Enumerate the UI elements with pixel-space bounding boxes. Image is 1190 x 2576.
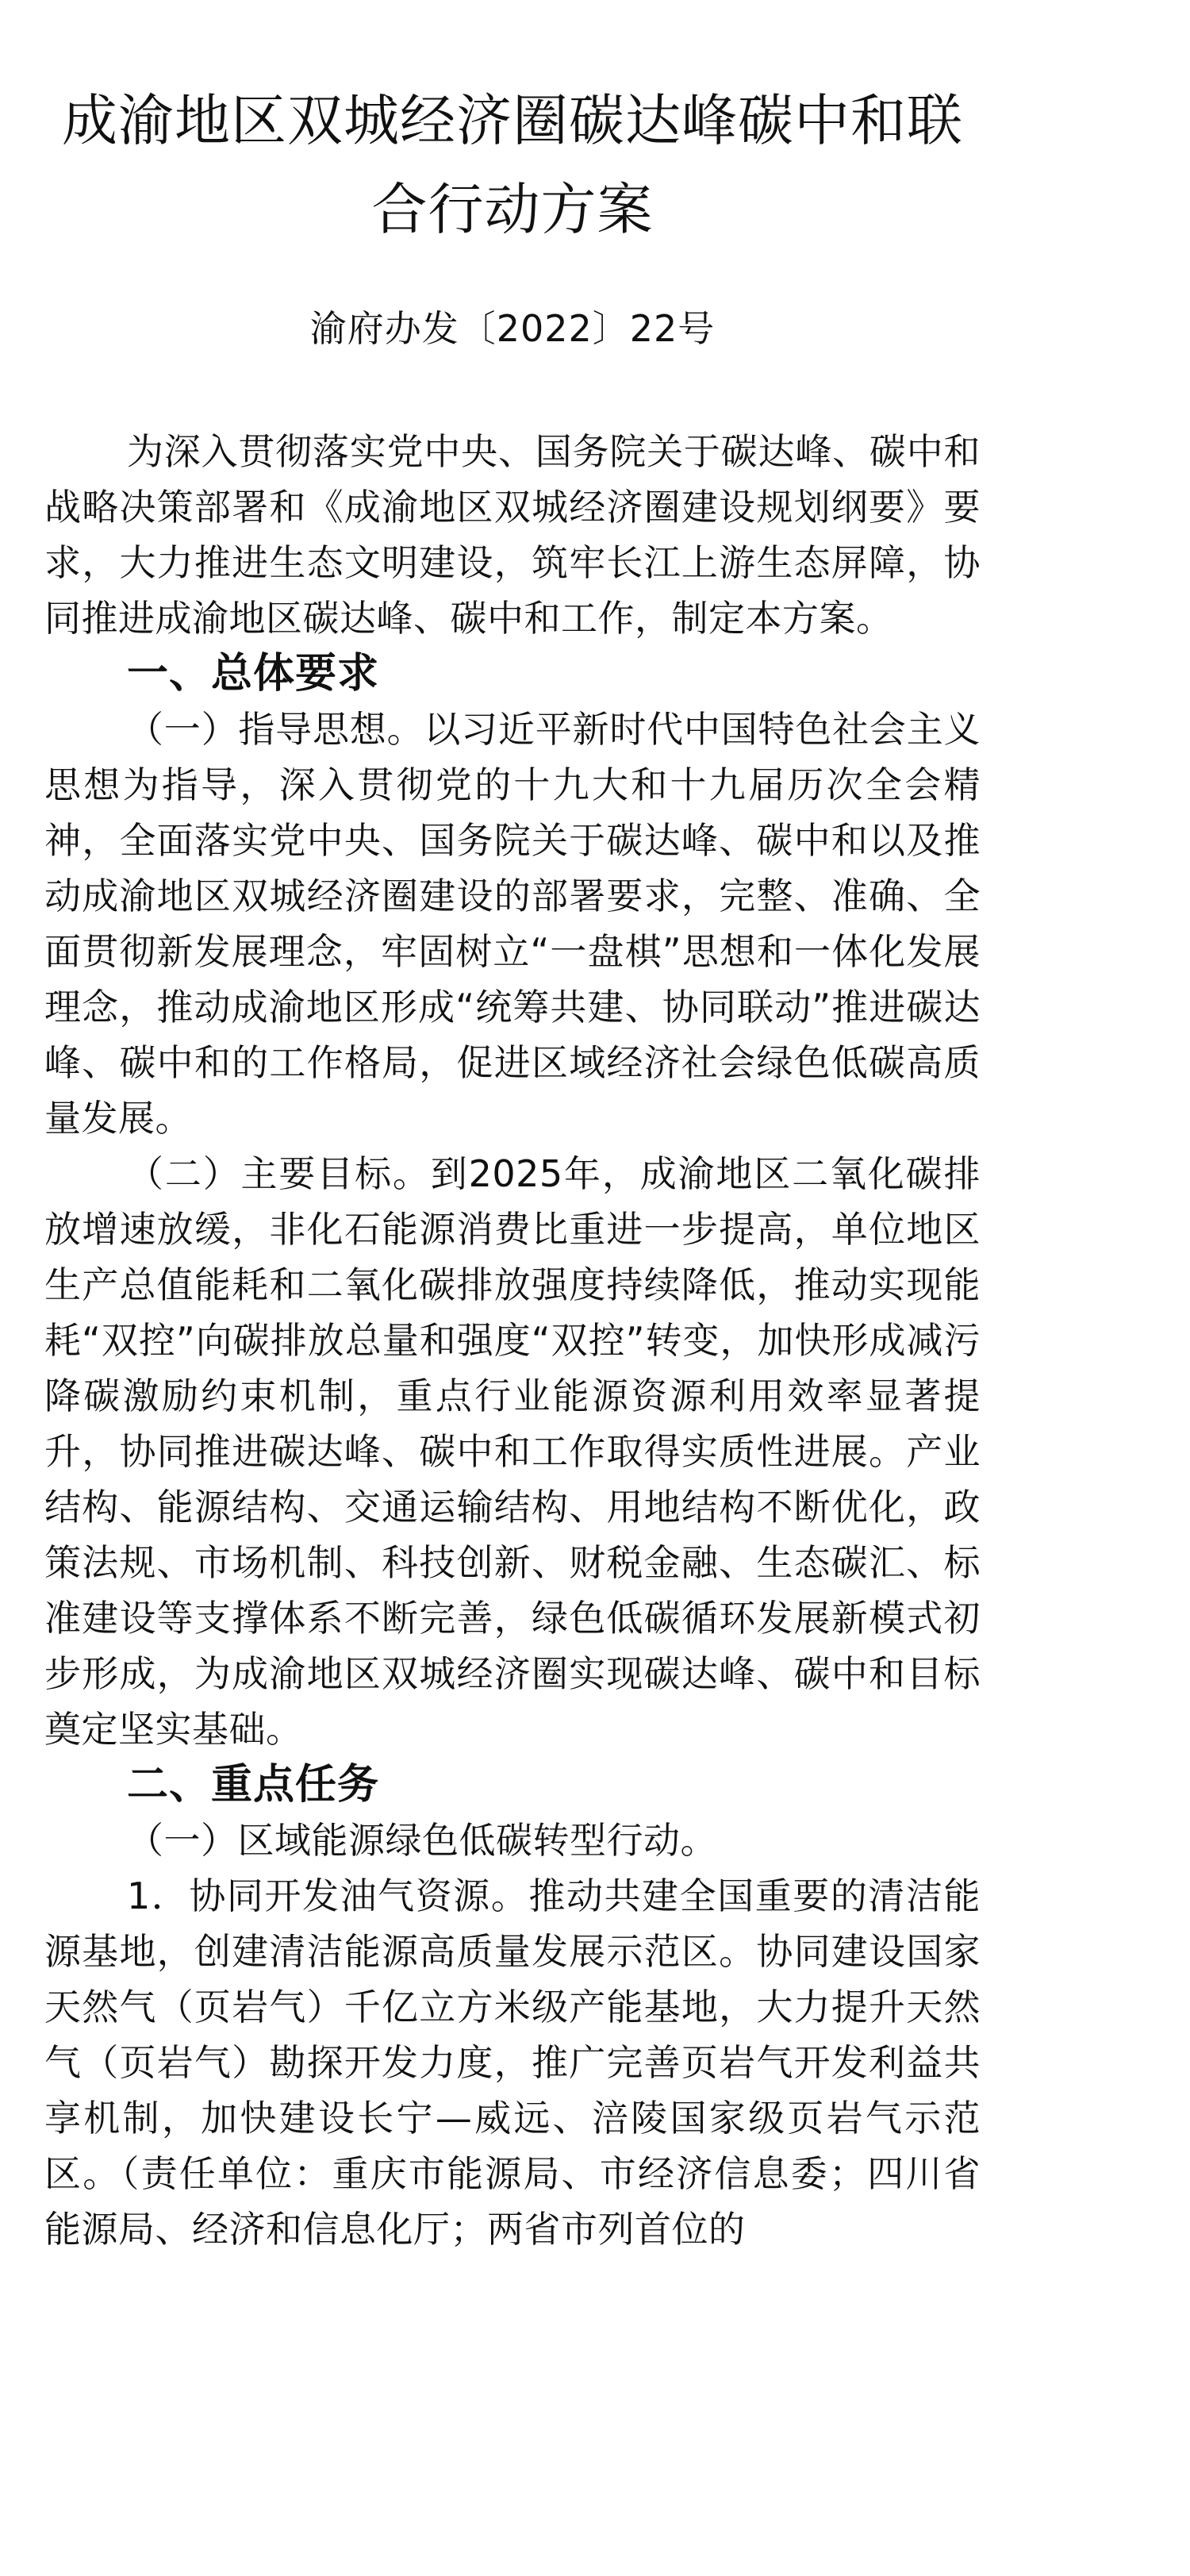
main-objectives-paragraph: （二）主要目标。到2025年，成渝地区二氧化碳排放增速放缓，非化石能源消费比重进一步提高，单位地区生产总值能耗和二氧化碳排放强度持续降低，推动实现能耗“双控”向碳排放总量和强度“双控”转变，加快形成减污降碳激励约束机制，重点行业能源资源利用效率显著提升，协同推进碳达峰、碳中和工作取得实质性进展。产业结构、能源结构、交通运输结构、用地结构不断优化，政策法规、市场机制、科技创新、财税金融、生态碳汇、标准建设等支撑体系不断完善，绿色低碳循环发展新模式初步形成，为成渝地区双城经济圈实现碳达峰、碳中和目标奠定坚实基础。 bbox=[44, 1152, 981, 1751]
document-number: 渝府办发〔2022〕22号 bbox=[309, 307, 716, 350]
intro-paragraph: 为深入贯彻落实党中央、国务院关于碳达峰、碳中和战略决策部署和《成渝地区双城经济圈建设规划纲要》要求，大力推进生态文明建设，筑牢长江上游生态屏障，协同推进成渝地区碳达峰、碳中和工作，制定本方案。 bbox=[44, 430, 981, 640]
oil-gas-development-paragraph: 1．协同开发油气资源。推动共建全国重要的清洁能源基地，创建清洁能源高质量发展示范区。协同建设国家天然气（页岩气）千亿立方米级产能基地，大力提升天然气（页岩气）勘探开发力度，推广完善页岩气开发利益共享机制，加快建设长宁—威远、涪陵国家级页岩气示范区。（责任单位：重庆市能源局、市经济信息委；四川省能源局、经济和信息化厅；两省市列首位的 bbox=[44, 1874, 981, 2251]
subsection-heading-energy-transition: （一）区域能源绿色低碳转型行动。 bbox=[127, 1819, 717, 1862]
section-heading-key-tasks: 二、重点任务 bbox=[127, 1761, 380, 1809]
document-title: 成渝地区双城经济圈碳达峰碳中和联合行动方案 bbox=[62, 88, 963, 242]
section-heading-general-requirements: 一、总体要求 bbox=[127, 650, 380, 698]
guiding-ideology-paragraph: （一）指导思想。以习近平新时代中国特色社会主义思想为指导，深入贯彻党的十九大和十九届历次全会精神，全面落实党中央、国务院关于碳达峰、碳中和以及推动成渝地区双城经济圈建设的部署要求，完整、准确、全面贯彻新发展理念，牢固树立“一盘棋”思想和一体化发展理念，推动成渝地区形成“统筹共建、协同联动”推进碳达峰、碳中和的工作格局，促进区域经济社会绿色低碳高质量发展。 bbox=[44, 708, 981, 1140]
document-page bbox=[0, 76, 1190, 2576]
document-body bbox=[44, 424, 981, 2257]
